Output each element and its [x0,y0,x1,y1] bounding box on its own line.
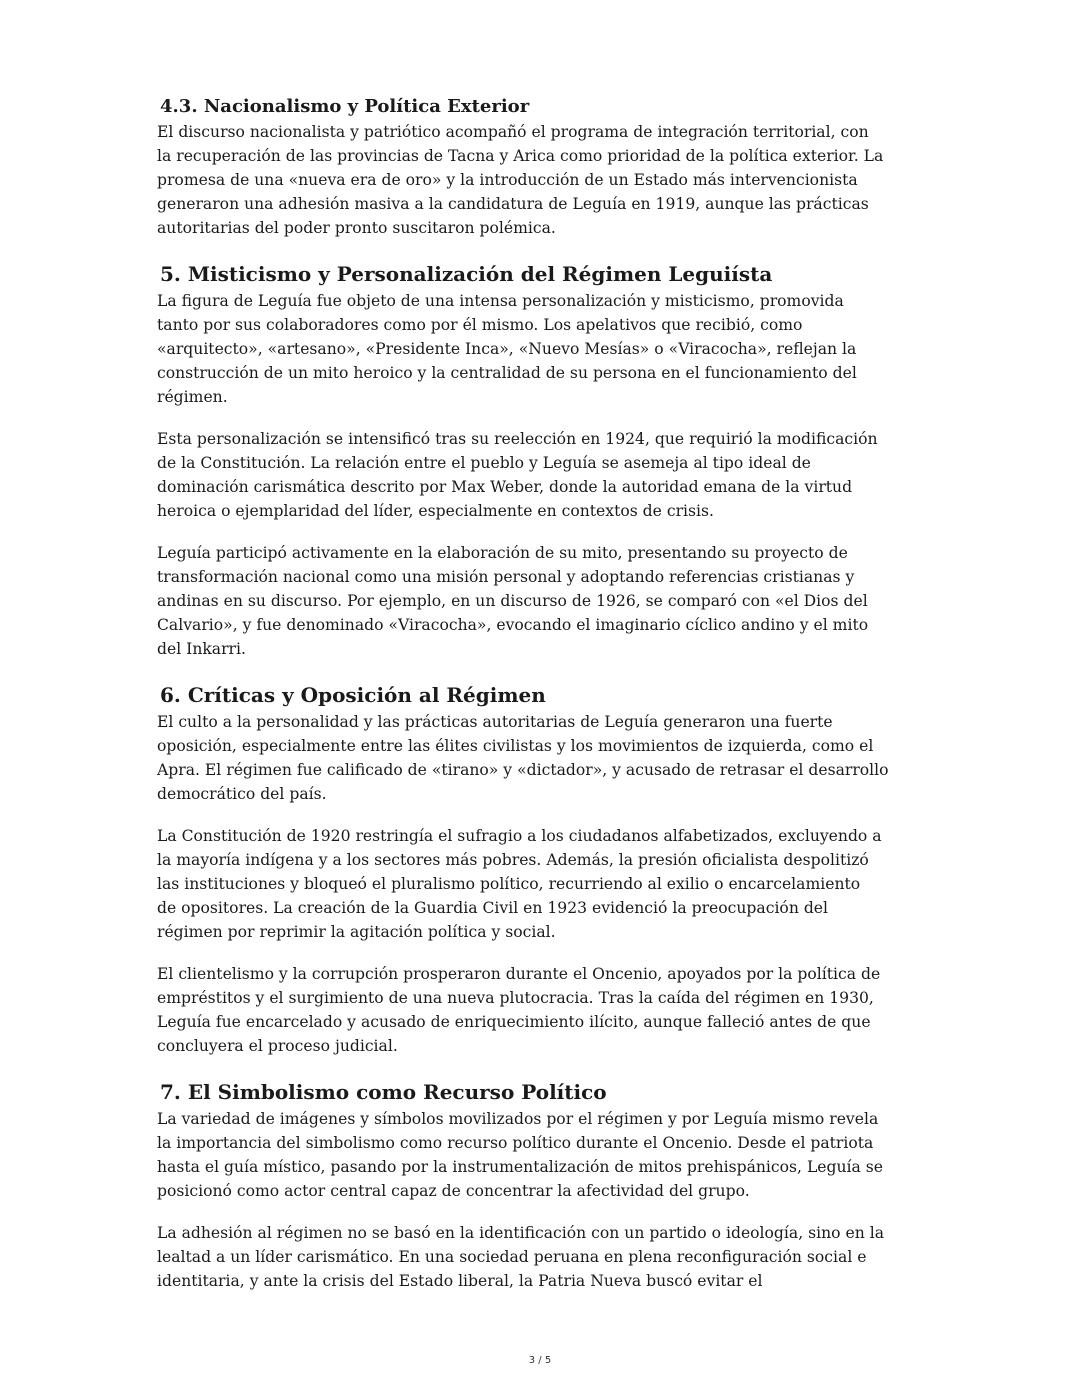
document-body [157,94,957,1311]
paragraph-line: La adhesión al régimen no se basó en la identificación con un partido o ideología, sino en la [157,1224,885,1242]
paragraph-line: Calvario», y fue denominado «Viracocha», evocando el imaginario cíclico andino y el mito [157,616,869,634]
paragraph-line: El discurso nacionalista y patriótico acompañó el programa de integración territorial, con [157,123,869,141]
paragraph [157,289,957,409]
paragraph-line: lealtad a un líder carismático. En una sociedad peruana en plena reconfiguración social e [157,1248,867,1266]
paragraph-line: tanto por sus colaboradores como por él mismo. Los apelativos que recibió, como [157,316,803,334]
paragraph-line: El culto a la personalidad y las prácticas autoritarias de Leguía generaron una fuerte [157,713,833,731]
paragraph-line: empréstitos y el surgimiento de una nueva plutocracia. Tras la caída del régimen en 1930, [157,989,874,1007]
paragraph-line: El clientelismo y la corrupción prosperaron durante el Oncenio, apoyados por la política de [157,965,881,983]
paragraph-line: promesa de una «nueva era de oro» y la introducción de un Estado más intervencionista [157,171,858,189]
paragraph-line: Esta personalización se intensificó tras su reelección en 1924, que requirió la modificación [157,430,878,448]
paragraph-line: La figura de Leguía fue objeto de una intensa personalización y misticismo, promovida [157,292,844,310]
paragraph-line: oposición, especialmente entre las élites civilistas y los movimientos de izquierda, como el [157,737,874,755]
paragraph-line: andinas en su discurso. Por ejemplo, en un discurso de 1926, se comparó con «el Dios del [157,592,868,610]
paragraph-line: generaron una adhesión masiva a la candidatura de Leguía en 1919, aunque las prácticas [157,195,869,213]
paragraph-line: democrático del país. [157,785,327,803]
paragraph-line: transformación nacional como una misión personal y adoptando referencias cristianas y [157,568,855,586]
paragraph [157,824,957,944]
paragraph-line: Apra. El régimen fue calificado de «tirano» y «dictador», y acusado de retrasar el desarrollo [157,761,889,779]
paragraph-line: autoritarias del poder pronto suscitaron polémica. [157,219,556,237]
paragraph-line: dominación carismática descrito por Max Weber, donde la autoridad emana de la virtud [157,478,853,496]
section-heading: 7. El Simbolismo como Recurso Político [160,1080,607,1104]
paragraph-line: posicionó como actor central capaz de concentrar la afectividad del grupo. [157,1182,750,1200]
section-heading: 4.3. Nacionalismo y Política Exterior [160,96,530,117]
paragraph-line: de la Constitución. La relación entre el pueblo y Leguía se asemeja al tipo ideal de [157,454,811,472]
paragraph-line: del Inkarri. [157,640,246,658]
paragraph-line: La variedad de imágenes y símbolos movilizados por el régimen y por Leguía mismo revela [157,1110,879,1128]
paragraph-line: concluyera el proceso judicial. [157,1037,398,1055]
paragraph [157,1221,957,1293]
paragraph [157,1107,957,1203]
paragraph-line: «arquitecto», «artesano», «Presidente Inca», «Nuevo Mesías» o «Viracocha», reflejan la [157,340,857,358]
paragraph-line: la recuperación de las provincias de Tacna y Arica como prioridad de la política exterior. La [157,147,884,165]
paragraph-line: la mayoría indígena y a los sectores más pobres. Además, la presión oficialista despolitizó [157,851,869,869]
paragraph-line: régimen por reprimir la agitación política y social. [157,923,556,941]
paragraph-line: Leguía fue encarcelado y acusado de enriquecimiento ilícito, aunque falleció antes de que [157,1013,871,1031]
paragraph-line: hasta el guía místico, pasando por la instrumentalización de mitos prehispánicos, Leguía se [157,1158,884,1176]
paragraph [157,427,957,523]
paragraph [157,962,957,1058]
paragraph-line: Leguía participó activamente en la elaboración de su mito, presentando su proyecto de [157,544,848,562]
paragraph-line: La Constitución de 1920 restringía el sufragio a los ciudadanos alfabetizados, excluyendo a [157,827,882,845]
page-number: 3 / 5 [528,1355,552,1366]
paragraph-line: la importancia del simbolismo como recurso político durante el Oncenio. Desde el patriota [157,1134,874,1152]
paragraph-line: heroica o ejemplaridad del líder, especialmente en contextos de crisis. [157,502,714,520]
paragraph [157,541,957,661]
paragraph [157,710,957,806]
paragraph [157,120,957,240]
paragraph-line: las instituciones y bloqueó el pluralismo político, recurriendo al exilio o encarcelamiento [157,875,861,893]
section-heading: 5. Misticismo y Personalización del Régimen Leguiísta [160,262,773,286]
paragraph-line: identitaria, y ante la crisis del Estado liberal, la Patria Nueva buscó evitar el [157,1272,763,1290]
paragraph-line: construcción de un mito heroico y la centralidad de su persona en el funcionamiento del [157,364,857,382]
paragraph-line: régimen. [157,388,228,406]
section-heading: 6. Críticas y Oposición al Régimen [160,683,546,707]
paragraph-line: de opositores. La creación de la Guardia Civil en 1923 evidenció la preocupación del [157,899,829,917]
